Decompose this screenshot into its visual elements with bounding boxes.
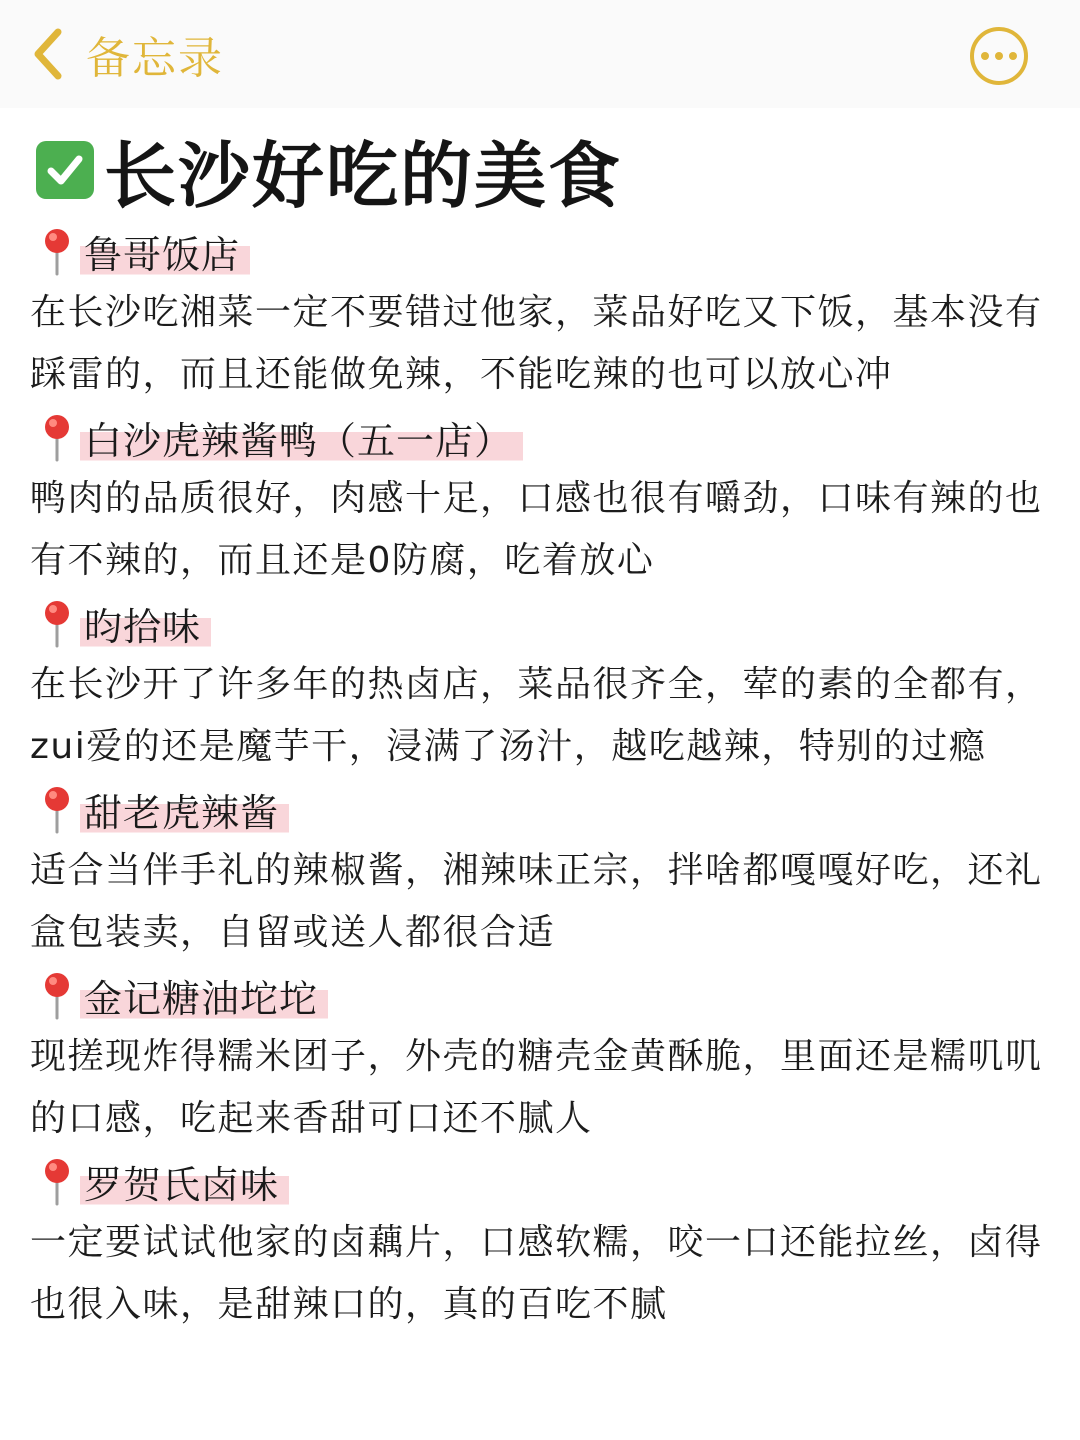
place-heading	[30, 406, 1054, 468]
ellipsis-dot	[1009, 52, 1017, 60]
nav-bar	[0, 0, 1080, 108]
check-mark-button-icon	[36, 141, 94, 199]
place-name: 白沙虎辣酱鸭（五一店）	[80, 410, 523, 465]
chevron-left-icon	[28, 26, 68, 82]
place-item	[30, 220, 1054, 406]
place-item	[30, 592, 1054, 778]
place-name: 鲁哥饭店	[80, 224, 250, 279]
page-title: 长沙好吃的美食	[104, 134, 623, 218]
place-heading	[30, 1150, 1054, 1212]
ellipsis-circle-icon	[981, 52, 989, 60]
more-options-button[interactable]	[970, 27, 1028, 85]
note-body	[30, 220, 1054, 1336]
round-pushpin-icon	[40, 598, 74, 648]
round-pushpin-icon	[40, 1156, 74, 1206]
place-name: 昀拾味	[80, 596, 211, 651]
place-heading	[30, 778, 1054, 840]
place-description: 鸭肉的品质很好，肉感十足，口感也很有嚼劲，口味有辣的也有不辣的，而且还是0防腐，吃着放心	[30, 478, 1043, 581]
place-description: 在长沙吃湘菜一定不要错过他家，菜品好吃又下饭，基本没有踩雷的，而且还能做免辣，不能吃辣的也可以放心冲	[30, 292, 1043, 395]
place-item	[30, 406, 1054, 592]
place-item	[30, 964, 1054, 1150]
place-heading	[30, 592, 1054, 654]
round-pushpin-icon	[40, 970, 74, 1020]
place-heading	[30, 220, 1054, 282]
back-label: 备忘录	[86, 33, 224, 84]
round-pushpin-icon	[40, 226, 74, 276]
place-description: 现搓现炸得糯米团子，外壳的糖壳金黄酥脆，里面还是糯叽叽的口感，吃起来香甜可口还不腻人	[30, 1036, 1043, 1139]
place-description: 一定要试试他家的卤藕片，口感软糯，咬一口还能拉丝，卤得也很入味，是甜辣口的，真的百吃不腻	[30, 1222, 1043, 1325]
back-button[interactable]	[28, 24, 224, 84]
note-title	[36, 118, 622, 222]
place-description: 适合当伴手礼的辣椒酱，湘辣味正宗，拌啥都嘎嘎好吃，还礼盒包装卖，自留或送人都很合适	[30, 850, 1043, 953]
round-pushpin-icon	[40, 412, 74, 462]
check-mark-glyph	[44, 149, 86, 191]
place-item	[30, 778, 1054, 964]
round-pushpin-icon	[40, 784, 74, 834]
place-name: 金记糖油坨坨	[80, 968, 328, 1023]
place-description: 在长沙开了许多年的热卤店，菜品很齐全，荤的素的全都有，zui爱的还是魔芋干，浸满了汤汁，越吃越辣，特别的过瘾	[30, 664, 1043, 767]
place-name: 罗贺氏卤味	[80, 1154, 289, 1209]
place-item	[30, 1150, 1054, 1336]
ellipsis-dot	[995, 52, 1003, 60]
place-heading	[30, 964, 1054, 1026]
place-name: 甜老虎辣酱	[80, 782, 289, 837]
